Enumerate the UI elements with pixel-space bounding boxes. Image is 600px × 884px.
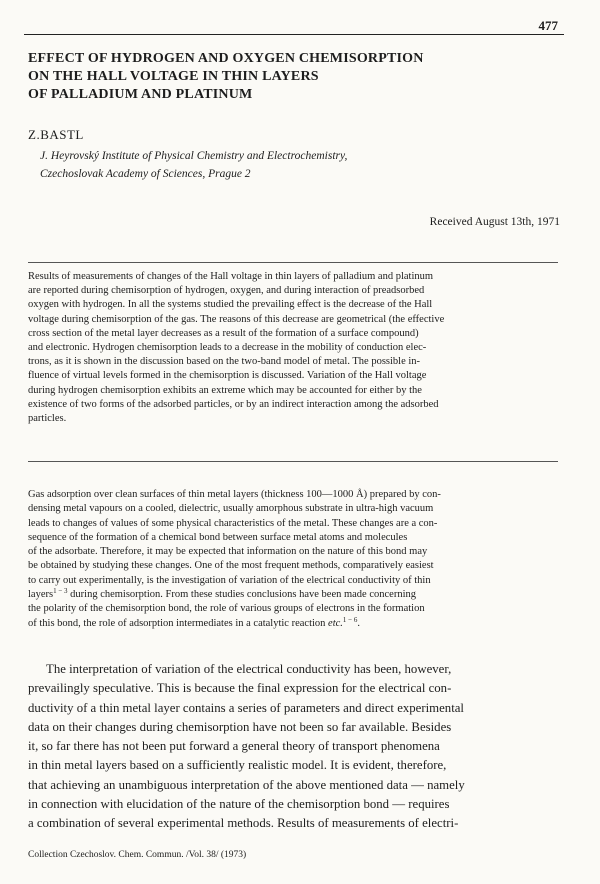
intro-line: leads to changes of values of some physical characteristics of the metal. These changes are a con-: [28, 517, 438, 529]
abstract-line: trons, as it is shown in the discussion based on the two-band model of metal. The possible in-: [28, 356, 421, 368]
intro-text: layers: [28, 589, 54, 601]
abstract-line: during hydrogen chemisorption exhibits an extreme which may be accounted for either by the: [28, 384, 422, 396]
intro-text: during chemisorption. From these studies conclusions have been made concerning: [67, 589, 416, 601]
title-line: EFFECT OF HYDROGEN AND OXYGEN CHEMISORPTION: [28, 51, 424, 66]
intro-line: [28, 617, 564, 631]
abstract-line: Results of measurements of changes of the Hall voltage in thin layers of palladium and platinum: [28, 271, 434, 282]
main-line: that achieving an unambiguous interpretation of the above mentioned data — namely: [28, 777, 465, 792]
title-line: OF PALLADIUM AND PLATINUM: [28, 87, 253, 102]
abstract-line: cross section of the metal layer decreases as a result of the formation of a surface compound): [28, 327, 419, 339]
main-paragraph: [28, 660, 564, 834]
abstract-top-rule: [28, 262, 558, 263]
intro-etc: etc.: [328, 617, 343, 629]
main-line: in connection with elucidation of the nature of the chemisorption bond — requires: [28, 797, 450, 812]
main-line: in thin metal layers based on a sufficiently realistic model. It is evident, therefore,: [28, 758, 447, 773]
intro-line: densing metal vapours on a cooled, dielectric, usually amorphous substrate in ultra-high vacuum: [28, 503, 434, 515]
header-rule: [24, 34, 564, 35]
main-line: data on their changes during chemisorption have not been so far available. Besides: [28, 719, 452, 734]
main-line: it, so far there has not been put forward a general theory of transport phenomena: [28, 739, 440, 754]
affiliation-line: J. Heyrovský Institute of Physical Chemistry and Electrochemistry,: [40, 150, 348, 162]
received-date: Received August 13th, 1971: [429, 216, 560, 228]
abstract-line: existence of two forms of the adsorbed particles, or by an indirect interaction among the adsorbed: [28, 398, 439, 410]
abstract-line: are reported during chemisorption of hydrogen, oxygen, and during interaction of preadsorbed: [28, 285, 425, 297]
main-line: The interpretation of variation of the electrical conductivity has been, however,: [46, 662, 452, 676]
affiliation: [40, 147, 347, 183]
intro-line: to carry out experimentally, is the investigation of variation of the electrical conductivity of thin: [28, 574, 431, 586]
main-line: prevailingly speculative. This is because the final expression for the electrical con-: [28, 681, 452, 696]
main-line: a combination of several experimental methods. Results of measurements of electri-: [28, 816, 459, 831]
main-line: ductivity of a thin metal layer contains a series of parameters and direct experimental: [28, 700, 464, 715]
citation-superscript: 1 − 6: [342, 615, 358, 624]
intro-line: be obtained by studying these changes. One of the most frequent methods, comparatively easiest: [28, 560, 434, 572]
title-line: ON THE HALL VOLTAGE IN THIN LAYERS: [28, 69, 319, 84]
abstract-line: and electronic. Hydrogen chemisorption leads to a decrease in the mobility of conduction elec-: [28, 342, 427, 354]
article-title: [28, 50, 528, 104]
page-number: 477: [538, 18, 558, 33]
abstract-line: oxygen with hydrogen. In all the systems studied the prevailing effect is the decrease of the Hall: [28, 299, 433, 311]
intro-paragraph: [28, 488, 564, 631]
journal-footer: Collection Czechoslov. Chem. Commun. /Vol. 38/ (1973): [28, 850, 247, 860]
intro-line: the polarity of the chemisorption bond, the role of various groups of electrons in the formation: [28, 603, 425, 615]
intro-line: sequence of the formation of a chemical bond between surface metal atoms and molecules: [28, 531, 408, 543]
author: Z.BASTL: [28, 127, 84, 142]
citation-superscript: 1 − 3: [53, 587, 68, 596]
intro-text: of this bond, the role of adsorption intermediates in a catalytic reaction: [28, 617, 329, 629]
abstract: [28, 270, 562, 426]
affiliation-line: Czechoslovak Academy of Sciences, Prague 2: [40, 168, 251, 180]
intro-line: Gas adsorption over clean surfaces of thin metal layers (thickness 100—1000 Å) prepared by con-: [28, 489, 441, 500]
intro-line: of the adsorbate. Therefore, it may be expected that information on the nature of this bond may: [28, 546, 428, 558]
abstract-line: voltage during chemisorption of the gas. The reasons of this decrease are geometrical (the effective: [28, 313, 445, 325]
abstract-line: fluence of virtual levels formed in the chemisorption is discussed. Variation of the Hall voltage: [28, 370, 427, 382]
intro-text: .: [357, 617, 360, 629]
intro-line: [28, 588, 564, 602]
abstract-line: particles.: [28, 413, 67, 425]
abstract-bottom-rule: [28, 461, 558, 462]
